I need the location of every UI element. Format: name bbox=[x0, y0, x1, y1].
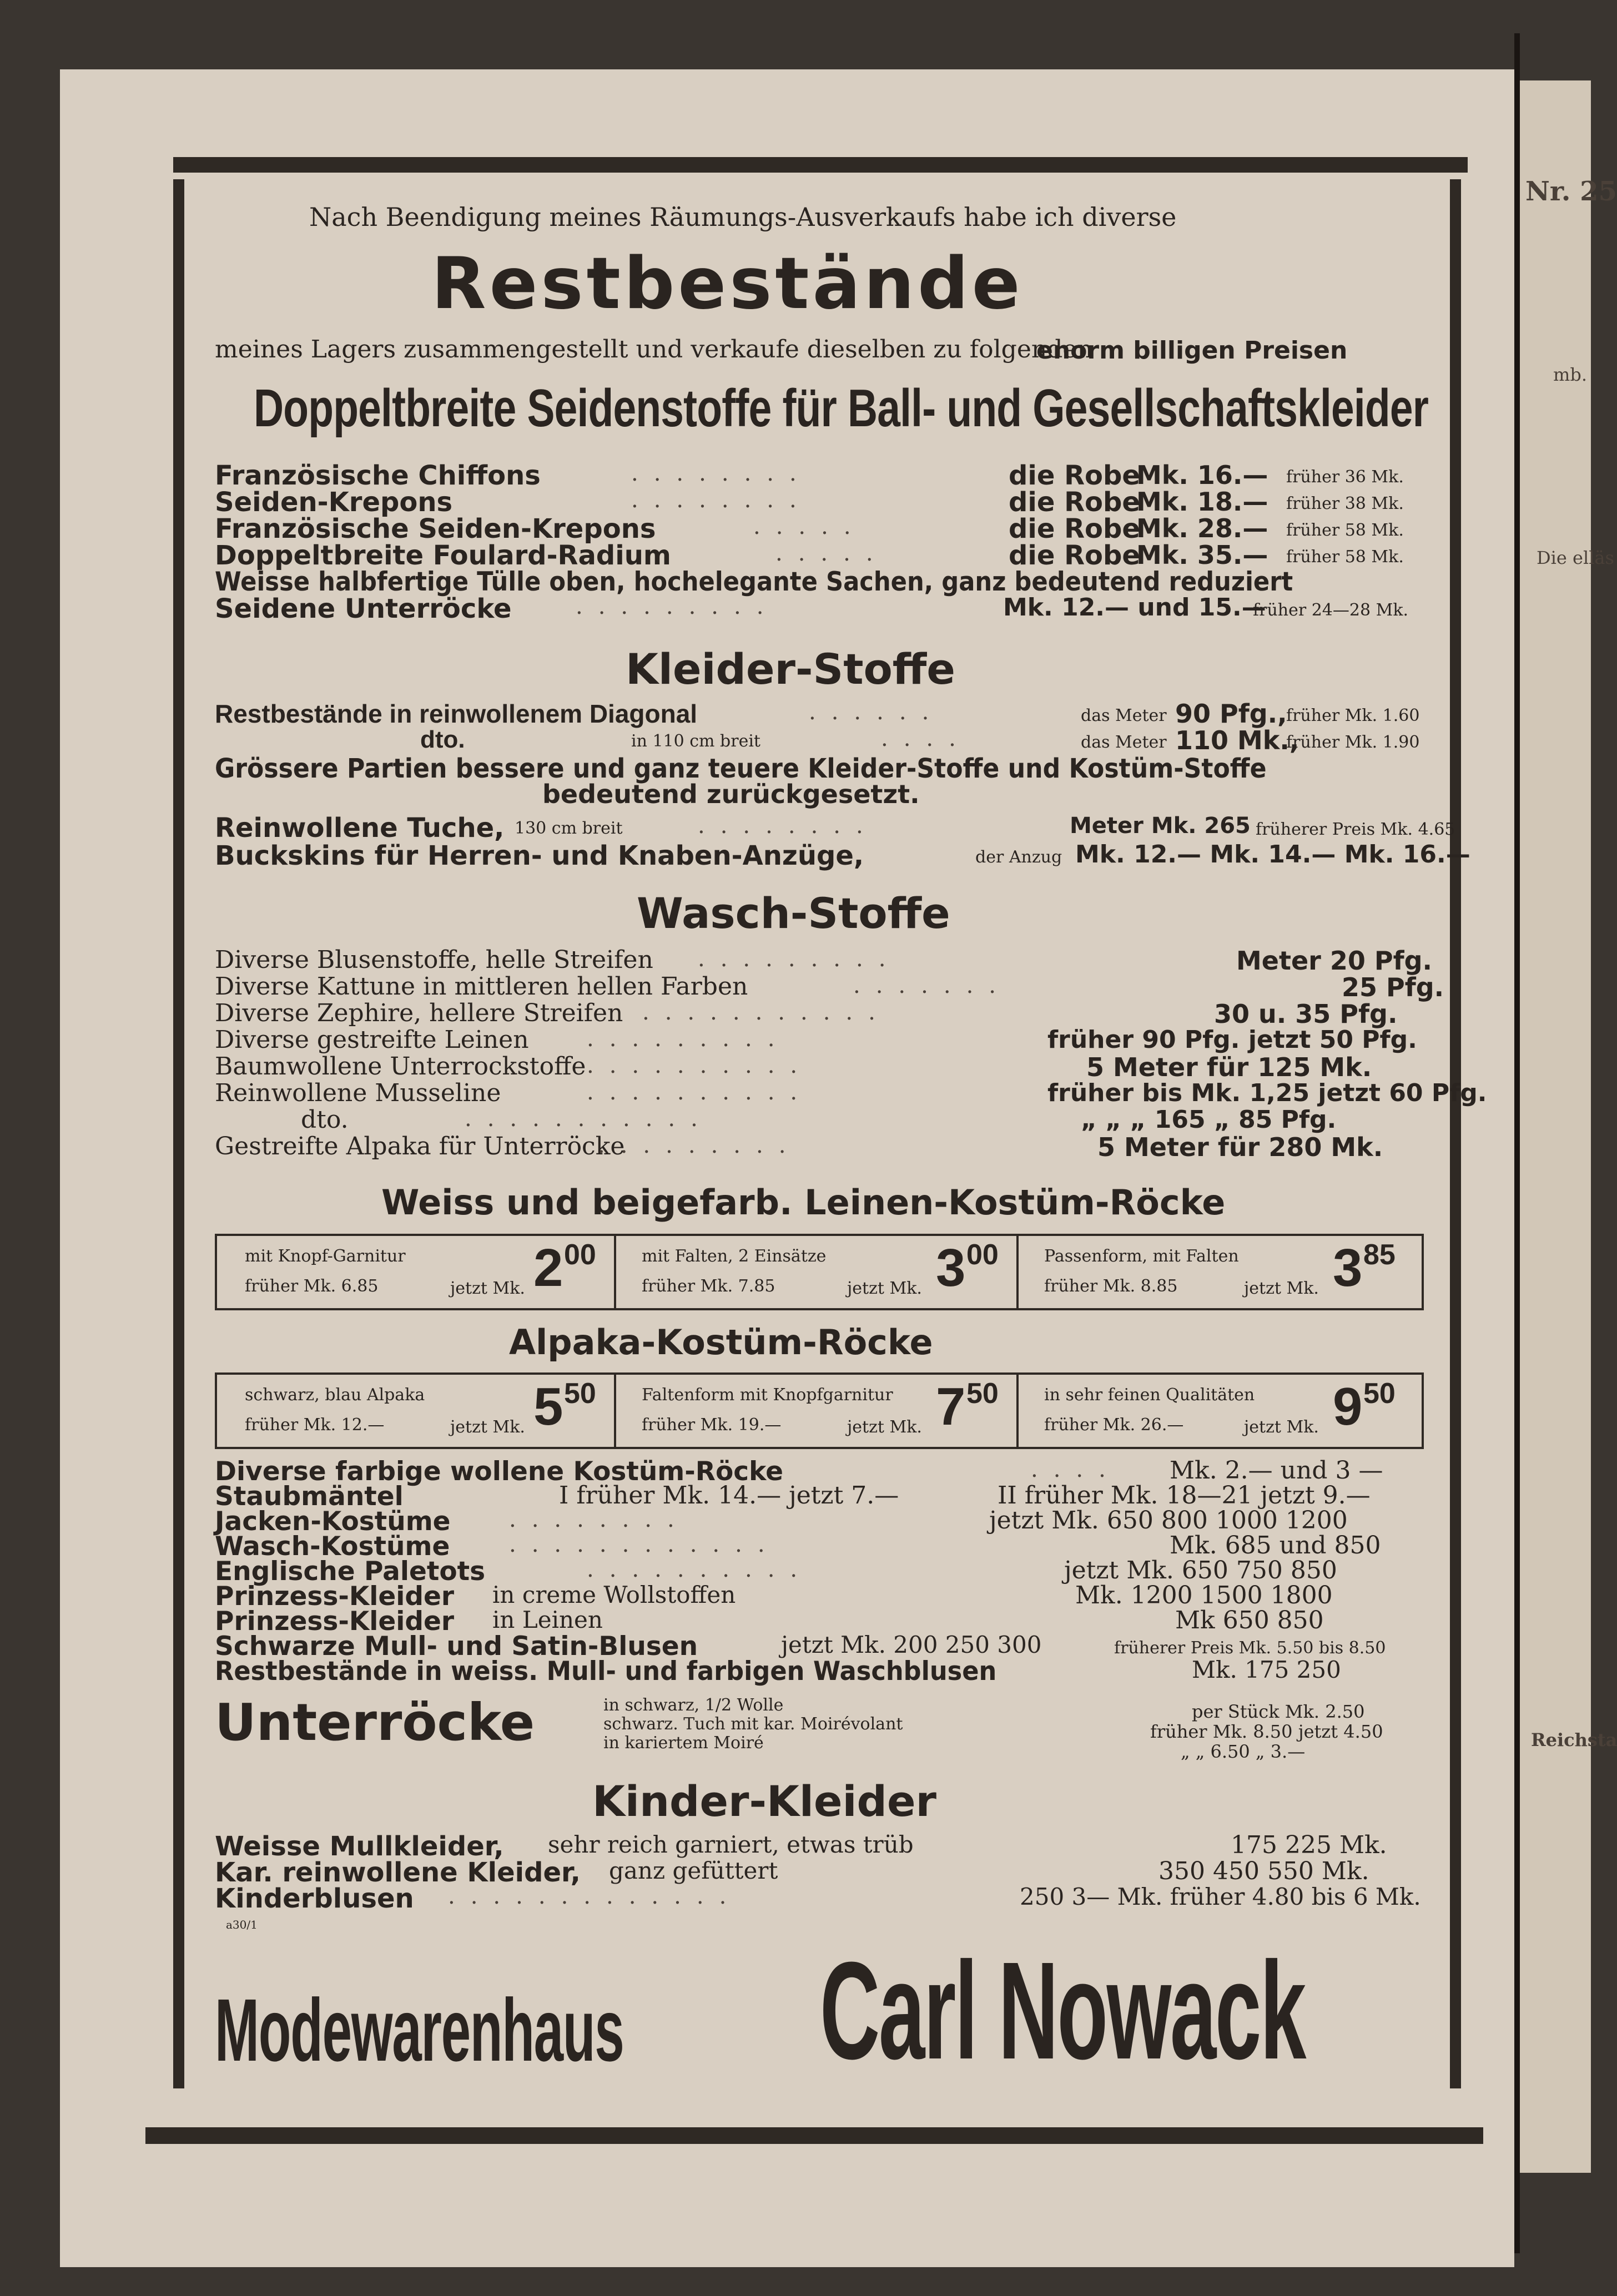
kleider-partien: Grössere Partien bessere und ganz teuere Kleider-Stoffe und Kostüm-Stoffe bbox=[215, 753, 1267, 784]
footer-store-label: Modewarenhaus bbox=[215, 1980, 624, 2080]
misc-item: Prinzess-Kleider in creme Wollstoffen Mk. 1200 1500 1800 bbox=[215, 1581, 1333, 1612]
print-mark: a30/1 bbox=[226, 1918, 258, 1931]
kinder-item: Kinderblusen ............. 250 3— Mk. früher 4.80 bis 6 Mk. bbox=[215, 1883, 1421, 1914]
wasch-item: dto. ........... „ „ „ 165 „ 85 Pfg. bbox=[301, 1106, 1337, 1134]
unterroecke-price: per Stück Mk. 2.50 bbox=[1192, 1701, 1365, 1722]
price-cell: in sehr feinen Qualitäten früher Mk. 26.— jetzt Mk. 9 50 bbox=[1044, 1377, 1396, 1437]
misc-item: Wasch-Kostüme ............ Mk. 685 und 850 bbox=[215, 1531, 1381, 1562]
silk-skirts: Seidene Unterröcke ......... Mk. 12.— und 15.— früher 24—28 Mk. bbox=[215, 593, 1409, 624]
price-cell: schwarz, blau Alpaka früher Mk. 12.— jetzt Mk. 5 50 bbox=[217, 1375, 616, 1447]
border-left bbox=[173, 179, 184, 2088]
advertisement bbox=[198, 182, 1487, 2091]
wasch-item: Reinwollene Musseline .......... früher bis Mk. 1,25 jetzt 60 Pfg. bbox=[215, 1079, 1487, 1107]
unterroecke-line: in schwarz, 1/2 Wolle bbox=[603, 1695, 784, 1715]
silk-tuell: Weisse halbfertige Tülle oben, hochelegante Sachen, ganz bedeutend reduziert bbox=[215, 567, 1293, 597]
adjacent-page-number: Nr. 25 bbox=[1525, 176, 1617, 207]
wasch-item: Diverse Zephire, hellere Streifen ........... 30 u. 35 Pfg. bbox=[215, 999, 1398, 1029]
unterroecke-title: Unterröcke bbox=[215, 1693, 535, 1752]
unterroecke-price: früher Mk. 8.50 jetzt 4.50 bbox=[1150, 1721, 1383, 1742]
silk-item: Französische Chiffons ........ die Robe Mk. 16.— früher 36 Mk. bbox=[215, 460, 1404, 491]
border-right bbox=[1450, 179, 1461, 2088]
wasch-item: Baumwollene Unterrockstoffe .......... 5 Meter für 125 Mk. bbox=[215, 1052, 1372, 1082]
headline: Restbestände bbox=[431, 243, 1024, 325]
alpaka-price-box bbox=[215, 1372, 1424, 1449]
wasch-item: Diverse gestreifte Leinen ......... früher 90 Pfg. jetzt 50 Pfg. bbox=[215, 1026, 1417, 1054]
advertisement-frame bbox=[173, 157, 1487, 2133]
misc-item: Staubmäntel I früher Mk. 14.— jetzt 7.— II früher Mk. 18—21 jetzt 9.— bbox=[215, 1481, 1371, 1512]
misc-item: Englische Paletots .......... jetzt Mk. 650 750 850 bbox=[215, 1556, 1337, 1587]
price-cell: Passenform, mit Falten früher Mk. 8.85 jetzt Mk. 3 85 bbox=[1044, 1238, 1396, 1298]
book-spine bbox=[1514, 33, 1520, 2253]
misc-item: Jacken-Kostüme ........ jetzt Mk. 650 800 1000 1200 bbox=[215, 1506, 1348, 1537]
misc-item: Schwarze Mull- und Satin-Blusen jetzt Mk. 200 250 300 früherer Preis Mk. 5.50 bis 8.50 bbox=[215, 1631, 1386, 1662]
kinder-item: Kar. reinwollene Kleider, ganz gefüttert 350 450 550 Mk. bbox=[215, 1857, 1369, 1888]
price-cell: mit Knopf-Garnitur früher Mk. 6.85 jetzt Mk. 2 00 bbox=[217, 1236, 616, 1308]
silk-item: Französische Seiden-Krepons ..... die Robe Mk. 28.— früher 58 Mk. bbox=[215, 513, 1404, 544]
adjacent-text: mb. bbox=[1553, 364, 1587, 385]
kleider-item: Restbestände in reinwollenem Diagonal ...... das Meter 90 Pfg., früher Mk. 1.60 bbox=[215, 699, 1420, 729]
alpaka-heading: Alpaka-Kostüm-Röcke bbox=[509, 1322, 933, 1363]
intro-text: Nach Beendigung meines Räumungs-Ausverkaufs habe ich diverse bbox=[309, 202, 1177, 232]
tuche-item: Reinwollene Tuche, 130 cm breit ........ Meter Mk. 265 früherer Preis Mk. 4.65 bbox=[215, 813, 1455, 844]
wasch-heading: Wasch-Stoffe bbox=[637, 889, 950, 938]
price-cell: mit Falten, 2 Einsätze früher Mk. 7.85 jetzt Mk. 3 00 bbox=[614, 1236, 1019, 1308]
border-top bbox=[173, 157, 1468, 173]
buckskins-item: Buckskins für Herren- und Knaben-Anzüge, der Anzug Mk. 12.— Mk. 14.— Mk. 16.— bbox=[215, 840, 1470, 871]
silk-item: Doppeltbreite Foulard-Radium ..... die Robe Mk. 35.— früher 58 Mk. bbox=[215, 540, 1404, 571]
silk-item: Seiden-Krepons ........ die Robe Mk. 18.— früher 38 Mk. bbox=[215, 487, 1404, 518]
kinder-item: Weisse Mullkleider, sehr reich garniert, etwas trüb 175 225 Mk. bbox=[215, 1831, 1387, 1862]
wasch-item: Diverse Kattune in mittleren hellen Farben ....... 25 Pfg. bbox=[215, 972, 1444, 1002]
price-cell: Faltenform mit Knopfgarnitur früher Mk. 19.— jetzt Mk. 7 50 bbox=[614, 1375, 1019, 1447]
subline-a: meines Lagers zusammengestellt und verkaufe dieselben zu folgenden bbox=[215, 335, 1093, 364]
kleider-item: dto. in 110 cm breit .... das Meter 110 Mk., früher Mk. 1.90 bbox=[420, 725, 1420, 755]
adjacent-text: Die elläs bbox=[1537, 547, 1614, 568]
adjacent-text: Reichsta bbox=[1531, 1729, 1617, 1750]
subline-b: enorm billigen Preisen bbox=[1036, 336, 1348, 365]
misc-item: Prinzess-Kleider in Leinen Mk 650 850 bbox=[215, 1606, 1324, 1637]
silk-heading: Doppeltbreite Seidenstoffe für Ball- und Gesellschaftskleider bbox=[254, 379, 1429, 438]
unterroecke-line: schwarz. Tuch mit kar. Moirévolant bbox=[603, 1714, 903, 1734]
misc-item: Restbestände in weiss. Mull- und farbigen Waschblusen Mk. 175 250 bbox=[215, 1656, 1341, 1687]
kinder-heading: Kinder-Kleider bbox=[592, 1777, 936, 1826]
adjacent-page bbox=[1520, 80, 1617, 2173]
leinen-heading: Weiss und beigefarb. Leinen-Kostüm-Röcke bbox=[381, 1182, 1226, 1223]
kleider-heading: Kleider-Stoffe bbox=[626, 644, 955, 694]
footer-store-name: Carl Nowack bbox=[820, 1933, 1305, 2088]
wasch-item: Diverse Blusenstoffe, helle Streifen ......... Meter 20 Pfg. bbox=[215, 946, 1433, 976]
border-bottom bbox=[145, 2127, 1483, 2144]
leinen-price-box bbox=[215, 1234, 1424, 1310]
wasch-item: Gestreifte Alpaka für Unterröcke ......... 5 Meter für 280 Mk. bbox=[215, 1132, 1383, 1162]
misc-item: Diverse farbige wollene Kostüm-Röcke .... Mk. 2.— und 3 — bbox=[215, 1456, 1383, 1487]
kleider-partien: bedeutend zurückgesetzt. bbox=[542, 779, 920, 809]
unterroecke-price: „ „ 6.50 „ 3.— bbox=[1181, 1741, 1306, 1762]
unterroecke-line: in kariertem Moiré bbox=[603, 1733, 764, 1753]
